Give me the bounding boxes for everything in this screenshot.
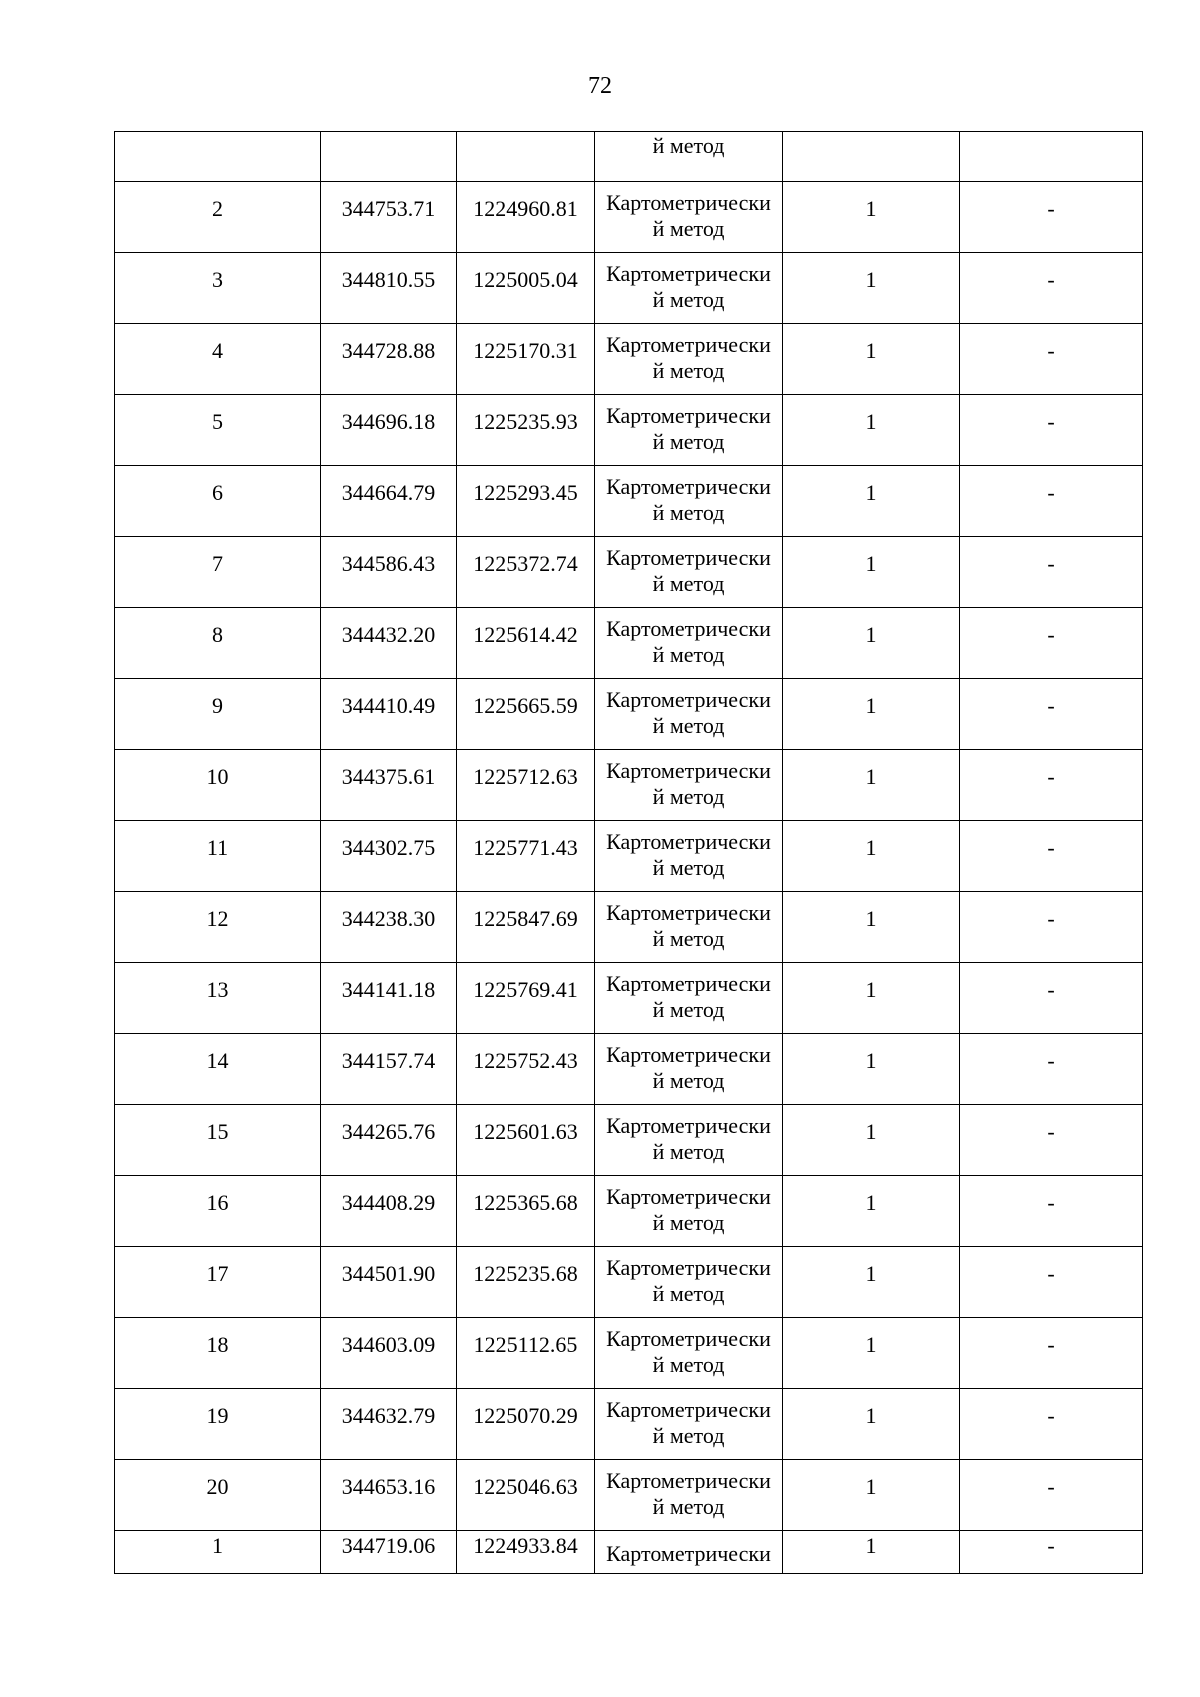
table-row: [115, 1176, 1143, 1247]
cell-method: [595, 1318, 783, 1389]
table-row: [115, 324, 1143, 395]
method-line-1: Картометрически: [606, 1397, 771, 1422]
cell-note: -: [960, 395, 1143, 466]
method-line-2: й метод: [652, 784, 725, 809]
cell-y: 1225771.43: [457, 821, 595, 892]
method-line-2: й метод: [652, 713, 725, 738]
cell-x: 344375.61: [321, 750, 457, 821]
cell-point-number: 17: [115, 1247, 321, 1318]
method-line-1: Картометрически: [606, 1042, 771, 1067]
cell-point-number: 12: [115, 892, 321, 963]
continuation-row: [115, 132, 1143, 182]
cell-method: [595, 1389, 783, 1460]
cell-note: -: [960, 1247, 1143, 1318]
cell-y: 1225235.68: [457, 1247, 595, 1318]
method-line-1: Картометрически: [606, 1326, 771, 1351]
cell-point-number: 18: [115, 1318, 321, 1389]
cell-note: -: [960, 679, 1143, 750]
cell-point-number: 8: [115, 608, 321, 679]
cell-method: [595, 608, 783, 679]
cell-y: 1224960.81: [457, 182, 595, 253]
cell-y: 1225070.29: [457, 1389, 595, 1460]
method-line-1: Картометрически: [606, 190, 771, 215]
method-line-2: й метод: [652, 287, 725, 312]
method-line-2: й метод: [652, 1281, 725, 1306]
cell-accuracy: [783, 132, 960, 182]
table-row: [115, 1247, 1143, 1318]
table-row: [115, 1034, 1143, 1105]
cell-method: й метод: [595, 132, 783, 182]
cell-note: -: [960, 1034, 1143, 1105]
cell-x: 344157.74: [321, 1034, 457, 1105]
cell-x: 344432.20: [321, 608, 457, 679]
table-row-last: [115, 1531, 1143, 1574]
cell-accuracy: 1: [783, 1105, 960, 1176]
cell-method: [595, 253, 783, 324]
cell-note: -: [960, 537, 1143, 608]
cell-note: [960, 132, 1143, 182]
cell-accuracy: 1: [783, 963, 960, 1034]
table-row: [115, 537, 1143, 608]
cell-method: [595, 537, 783, 608]
cell-y: 1225769.41: [457, 963, 595, 1034]
cell-point-number: [115, 132, 321, 182]
cell-y: 1225365.68: [457, 1176, 595, 1247]
table-row: [115, 821, 1143, 892]
table-row: [115, 466, 1143, 537]
cell-point-number: 6: [115, 466, 321, 537]
page-number: 72: [588, 73, 612, 99]
table-row: [115, 1105, 1143, 1176]
cell-y: 1225372.74: [457, 537, 595, 608]
method-line-1: Картометрически: [606, 829, 771, 854]
cell-method: [595, 1176, 783, 1247]
cell-x: 344603.09: [321, 1318, 457, 1389]
table-row: [115, 395, 1143, 466]
table-row: [115, 679, 1143, 750]
method-line-1: Картометрически: [606, 687, 771, 712]
method-line-1: Картометрически: [606, 403, 771, 428]
cell-point-number: 20: [115, 1460, 321, 1531]
cell-point-number: 5: [115, 395, 321, 466]
method-line-1: Картометрически: [606, 1184, 771, 1209]
cell-note: -: [960, 253, 1143, 324]
cell-accuracy: 1: [783, 821, 960, 892]
cell-point-number: 19: [115, 1389, 321, 1460]
method-line-1: Картометрически: [606, 545, 771, 570]
coordinates-table-body: [115, 132, 1143, 1574]
cell-y: 1224933.84: [457, 1531, 595, 1574]
cell-x: 344753.71: [321, 182, 457, 253]
cell-method: [595, 1460, 783, 1531]
cell-x: 344664.79: [321, 466, 457, 537]
table-row: [115, 892, 1143, 963]
cell-x: 344728.88: [321, 324, 457, 395]
cell-accuracy: 1: [783, 324, 960, 395]
cell-x: 344719.06: [321, 1531, 457, 1574]
cell-x: 344586.43: [321, 537, 457, 608]
method-line-1: Картометрически: [606, 1113, 771, 1138]
cell-note: -: [960, 821, 1143, 892]
cell-method: [595, 395, 783, 466]
cell-x: [321, 132, 457, 182]
cell-method: [595, 1105, 783, 1176]
cell-point-number: 9: [115, 679, 321, 750]
cell-note: -: [960, 1176, 1143, 1247]
table-row: [115, 1389, 1143, 1460]
cell-note: -: [960, 1105, 1143, 1176]
cell-note: -: [960, 750, 1143, 821]
cell-point-number: 1: [115, 1531, 321, 1574]
cell-accuracy: 1: [783, 537, 960, 608]
cell-accuracy: 1: [783, 608, 960, 679]
cell-x: 344410.49: [321, 679, 457, 750]
table-row: [115, 608, 1143, 679]
method-line-2: й метод: [652, 216, 725, 241]
method-line-1: Картометрически: [606, 1255, 771, 1280]
cell-method: [595, 466, 783, 537]
cell-y: 1225847.69: [457, 892, 595, 963]
cell-note: -: [960, 892, 1143, 963]
cell-y: 1225712.63: [457, 750, 595, 821]
cell-x: 344141.18: [321, 963, 457, 1034]
cell-accuracy: 1: [783, 892, 960, 963]
cell-method: [595, 892, 783, 963]
cell-accuracy: 1: [783, 1531, 960, 1574]
cell-x: 344408.29: [321, 1176, 457, 1247]
method-line-2: й метод: [652, 1352, 725, 1377]
table-row: [115, 963, 1143, 1034]
cell-point-number: 7: [115, 537, 321, 608]
cell-point-number: 16: [115, 1176, 321, 1247]
cell-x: 344632.79: [321, 1389, 457, 1460]
method-line-1: Картометрически: [606, 616, 771, 641]
cell-accuracy: 1: [783, 1247, 960, 1318]
cell-x: 344810.55: [321, 253, 457, 324]
cell-y: 1225665.59: [457, 679, 595, 750]
method-line-1: Картометрически: [606, 900, 771, 925]
cell-method: [595, 679, 783, 750]
cell-accuracy: 1: [783, 1460, 960, 1531]
cell-accuracy: 1: [783, 750, 960, 821]
method-line-1: Картометрически: [606, 971, 771, 996]
cell-note: -: [960, 1460, 1143, 1531]
cell-x: 344265.76: [321, 1105, 457, 1176]
method-line-2: й метод: [652, 855, 725, 880]
cell-point-number: 11: [115, 821, 321, 892]
cell-note: -: [960, 1389, 1143, 1460]
cell-accuracy: 1: [783, 395, 960, 466]
cell-x: 344238.30: [321, 892, 457, 963]
cell-y: [457, 132, 595, 182]
cell-point-number: 15: [115, 1105, 321, 1176]
cell-note: -: [960, 182, 1143, 253]
cell-point-number: 14: [115, 1034, 321, 1105]
method-line-2: й метод: [652, 500, 725, 525]
cell-accuracy: 1: [783, 466, 960, 537]
table-row: [115, 750, 1143, 821]
method-line-2: й метод: [652, 926, 725, 951]
cell-method: [595, 324, 783, 395]
cell-point-number: 10: [115, 750, 321, 821]
cell-accuracy: 1: [783, 1318, 960, 1389]
cell-method: [595, 182, 783, 253]
method-line-1: Картометрически: [606, 332, 771, 357]
table-row: [115, 253, 1143, 324]
cell-accuracy: 1: [783, 1389, 960, 1460]
cell-accuracy: 1: [783, 253, 960, 324]
cell-point-number: 3: [115, 253, 321, 324]
method-line-2: й метод: [652, 1068, 725, 1093]
method-line-1: Картометрически: [606, 1468, 771, 1493]
cell-y: 1225614.42: [457, 608, 595, 679]
cell-y: 1225005.04: [457, 253, 595, 324]
method-line-2: й метод: [652, 1423, 725, 1448]
cell-method: [595, 1034, 783, 1105]
method-line-2: й метод: [652, 1494, 725, 1519]
cell-accuracy: 1: [783, 679, 960, 750]
method-line-2: й метод: [652, 1210, 725, 1235]
table-row: [115, 1318, 1143, 1389]
method-line-1: Картометрически: [606, 261, 771, 286]
method-line-2: й метод: [652, 642, 725, 667]
cell-method: [595, 821, 783, 892]
cell-y: 1225235.93: [457, 395, 595, 466]
table-row: [115, 182, 1143, 253]
method-line-2: й метод: [652, 1139, 725, 1164]
cell-note: -: [960, 1318, 1143, 1389]
table-row: [115, 1460, 1143, 1531]
coordinates-table: [114, 131, 1143, 1574]
cell-x: 344501.90: [321, 1247, 457, 1318]
method-line-1: Картометрически: [606, 474, 771, 499]
cell-x: 344696.18: [321, 395, 457, 466]
cell-note: -: [960, 1531, 1143, 1574]
cell-note: -: [960, 608, 1143, 679]
cell-x: 344653.16: [321, 1460, 457, 1531]
cell-point-number: 2: [115, 182, 321, 253]
cell-note: -: [960, 324, 1143, 395]
cell-method: [595, 963, 783, 1034]
method-line-1: Картометрически: [606, 758, 771, 783]
method-line-2: й метод: [652, 358, 725, 383]
cell-x: 344302.75: [321, 821, 457, 892]
cell-point-number: 4: [115, 324, 321, 395]
cell-y: 1225601.63: [457, 1105, 595, 1176]
cell-point-number: 13: [115, 963, 321, 1034]
cell-note: -: [960, 466, 1143, 537]
method-line-2: й метод: [652, 571, 725, 596]
cell-note: -: [960, 963, 1143, 1034]
method-line-2: й метод: [652, 429, 725, 454]
cell-y: 1225752.43: [457, 1034, 595, 1105]
cell-y: 1225112.65: [457, 1318, 595, 1389]
cell-y: 1225293.45: [457, 466, 595, 537]
cell-y: 1225170.31: [457, 324, 595, 395]
cell-method: Картометрически: [595, 1531, 783, 1574]
cell-accuracy: 1: [783, 1034, 960, 1105]
method-line-2: й метод: [652, 997, 725, 1022]
cell-method: [595, 1247, 783, 1318]
cell-y: 1225046.63: [457, 1460, 595, 1531]
cell-accuracy: 1: [783, 182, 960, 253]
cell-method: [595, 750, 783, 821]
cell-accuracy: 1: [783, 1176, 960, 1247]
